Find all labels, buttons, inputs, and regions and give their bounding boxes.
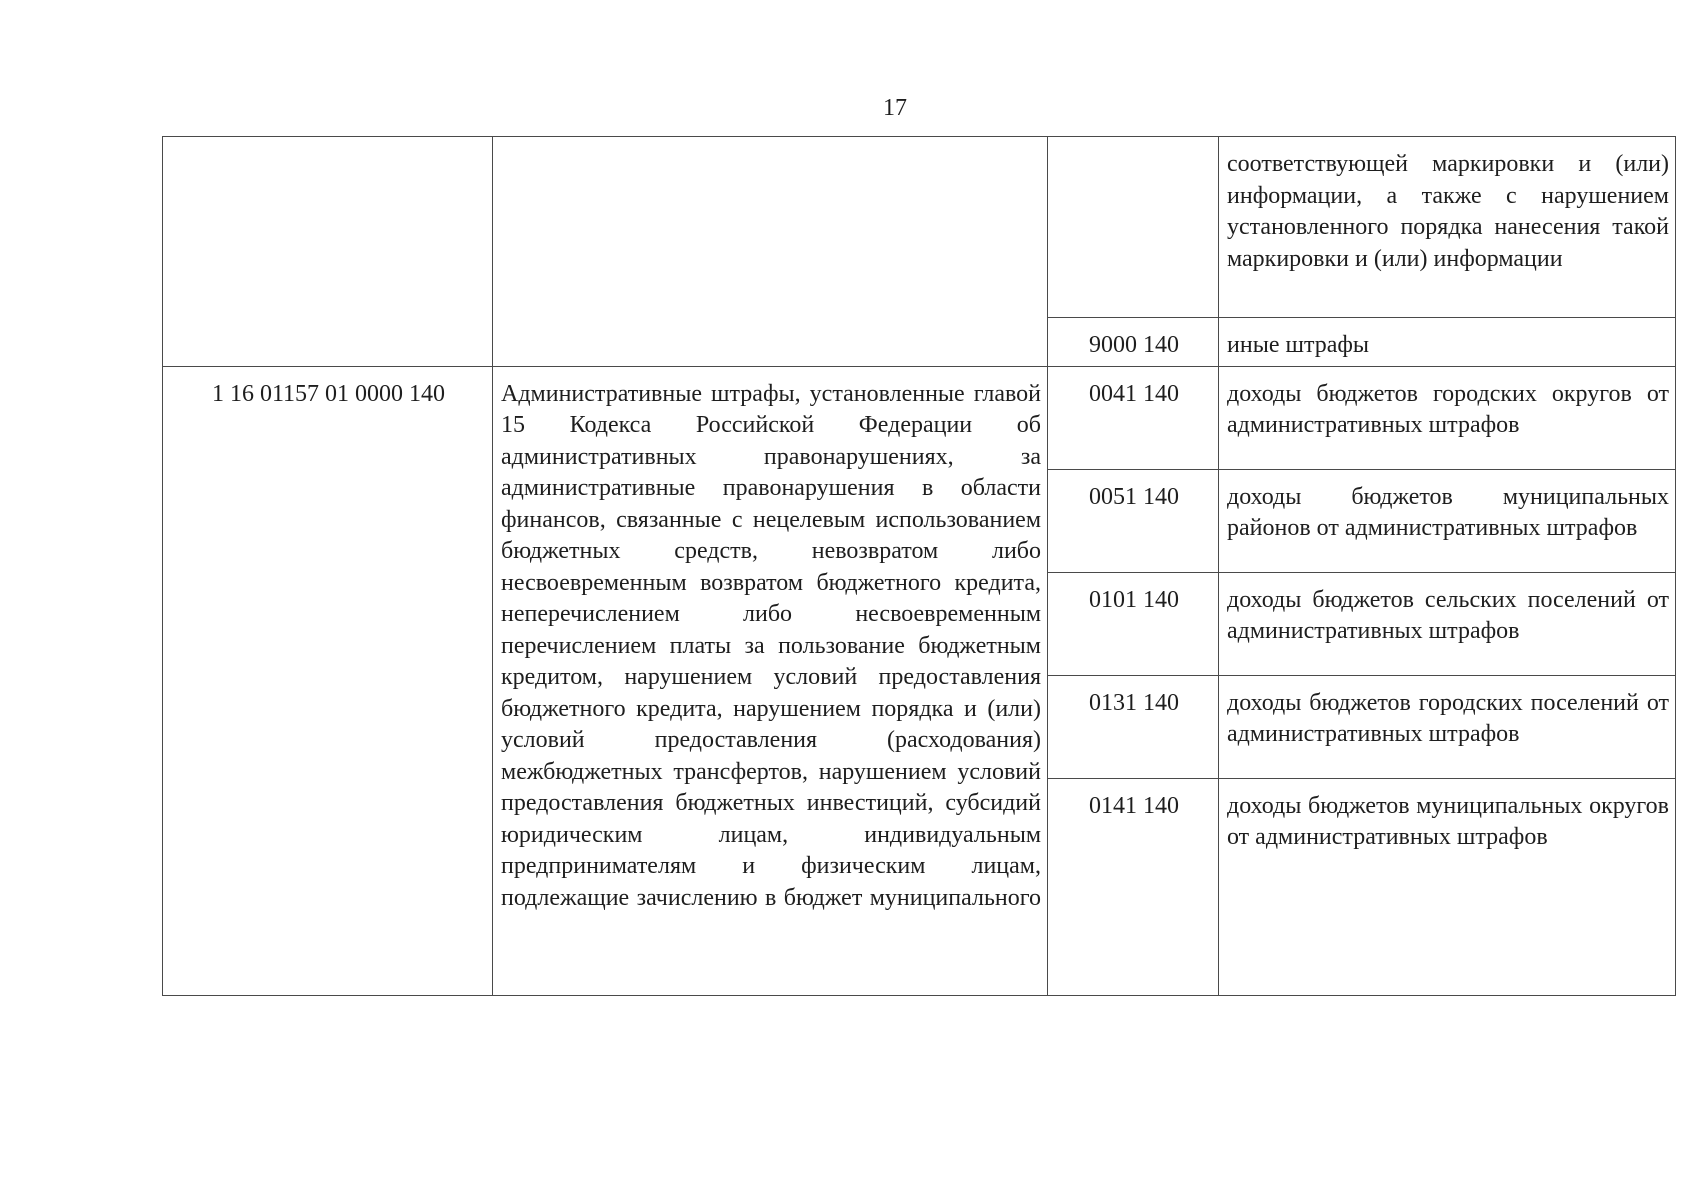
subrow-description-cell bbox=[1219, 366, 1676, 469]
subrow-description-cell bbox=[1219, 469, 1676, 572]
name-cell-empty bbox=[493, 137, 1048, 367]
subrow-description-cell bbox=[1219, 572, 1676, 675]
subrow-description-cell bbox=[1219, 778, 1676, 995]
code-cell: 9000 140 bbox=[1048, 318, 1219, 367]
subrow-code-cell: 0051 140 bbox=[1048, 469, 1219, 572]
subrow-code-cell: 0101 140 bbox=[1048, 572, 1219, 675]
table-row-group bbox=[163, 366, 1676, 469]
subrow-code-cell: 0041 140 bbox=[1048, 366, 1219, 469]
group-name: Административные штрафы, установленные главой 15 Кодекса Российской Федерации об административных правонарушениях, за административные правонарушения в области финансов, связанные с нецелевым использованием бюджетных средств, невозвратом либо несвоевременным возвратом бюджетного кредита, неперечислением либо несвоевременным перечислением платы за пользование бюджетным кредитом, нарушением условий предоставления бюджетного кредита, нарушением порядка и (или) условий предоставления (расходования) межбюджетных трансфертов, нарушением условий предоставления бюджетных инвестиций, субсидий юридическим лицам, индивидуальным предпринимателям и физическим лицам, подлежащие зачислению в бюджет муниципального bbox=[501, 380, 1041, 911]
description-cell bbox=[1219, 137, 1676, 318]
continued-description: соответствующей маркировки и (или) информации, а также с нарушением установленного порядка нанесения такой маркировки и (или) информации bbox=[1227, 151, 1669, 272]
other-fines-description: иные штрафы bbox=[1227, 332, 1370, 358]
subrow-description: доходы бюджетов муниципальных районов от административных штрафов bbox=[1227, 483, 1669, 541]
subrow-code-cell: 0141 140 bbox=[1048, 778, 1219, 995]
table-row-continued bbox=[163, 137, 1676, 318]
subrow-description-cell bbox=[1219, 675, 1676, 778]
name-cell bbox=[493, 366, 1048, 995]
kbk-code-cell: 1 16 01157 01 0000 140 bbox=[163, 366, 493, 995]
revenue-classification-table bbox=[162, 136, 1676, 996]
subrow-description: доходы бюджетов городских округов от административных штрафов bbox=[1227, 380, 1669, 438]
subrow-description: доходы бюджетов муниципальных округов от административных штрафов bbox=[1227, 792, 1669, 850]
page-number: 17 bbox=[883, 95, 907, 121]
subrow-code-cell: 0131 140 bbox=[1048, 675, 1219, 778]
description-cell bbox=[1219, 318, 1676, 367]
subrow-description: доходы бюджетов городских поселений от административных штрафов bbox=[1227, 689, 1669, 747]
code-cell-empty bbox=[1048, 137, 1219, 318]
kbk-code-cell-empty bbox=[163, 137, 493, 367]
subrow-description: доходы бюджетов сельских поселений от административных штрафов bbox=[1227, 586, 1669, 644]
